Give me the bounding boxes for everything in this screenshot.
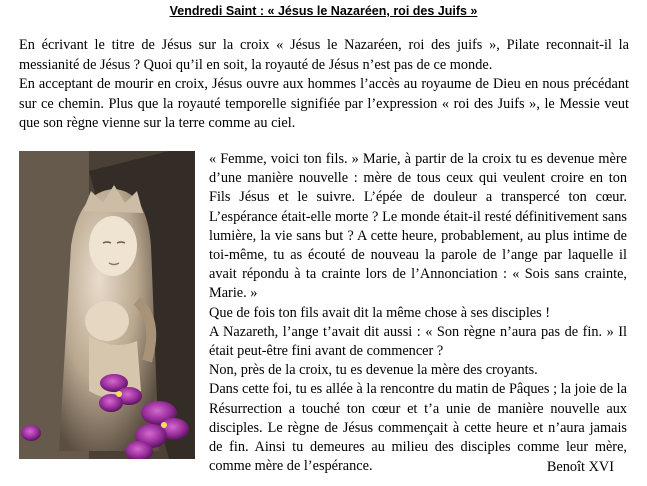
page-title [0, 4, 647, 18]
intro-section [19, 36, 629, 134]
title-prefix: Vendredi Saint : [169, 4, 268, 18]
author-signature: Benoît XVI [546, 459, 614, 475]
virgin-and-child-statue-photo [19, 151, 195, 459]
virgin-face [89, 216, 137, 276]
child-head [85, 301, 129, 341]
intro-paragraph-1: En écrivant le titre de Jésus sur la croix « Jésus le Nazaréen, roi des juifs », Pilate reconnait-il la messianité de Jésus ? Quoi qu’il en soit, la royauté de Jésus n’est pas de ce monde. [19, 37, 629, 73]
prayer-paragraph-5: Dans cette foi, tu es allée à la rencontre du matin de Pâques ; la joie de la Résurrection a touché ton cœur et t’a unie de manière nouvelle aux disciples. Le règne de Jésus commençait à cette heure et n’aura jamais de fin. Ainsi tu demeures au milieu des disciples comme leur mère, comme mère de l’espérance. [209, 381, 627, 475]
prayer-section [209, 150, 627, 476]
prayer-paragraph-1: « Femme, voici ton fils. » Marie, à partir de la croix tu es devenue mère d’une manière nouvelle : mère de tous ceux qui veulent croire en ton Fils Jésus et le suivre. L’épée de douleur a transpercé ton cœur. L’espérance était-elle morte ? Le monde était-il resté définitivement sans lumière, la vie sans but ? A cette heure, probablement, au plus intime de toi-même, tu as écouté de nouveau la parole de l’ange par laquelle il avait répondu à ta crainte lors de l’Annonciation : « Sois sans crainte, Marie. » [209, 151, 627, 302]
title-main: « Jésus le Nazaréen, roi des Juifs » [267, 4, 478, 18]
prayer-paragraph-4: Non, près de la croix, tu es devenue la mère des croyants. [209, 362, 538, 379]
prayer-paragraph-2: Que de fois ton fils avait dit la même chose à ses disciples ! [209, 304, 551, 321]
statue-illustration [19, 151, 195, 459]
prayer-paragraph-3: A Nazareth, l’ange t’avait dit aussi : « Son règne n’aura pas de fin. » Il était peut-être fini avant de commencer ? [209, 323, 627, 360]
intro-paragraph-2: En acceptant de mourir en croix, Jésus ouvre aux hommes l’accès au royaume de Dieu en nous précédant sur ce chemin. Plus que la royauté temporelle signifiée par l’expression « roi des Juifs », le Messie veut que son règne vienne sur la terre comme au ciel. [19, 76, 629, 131]
